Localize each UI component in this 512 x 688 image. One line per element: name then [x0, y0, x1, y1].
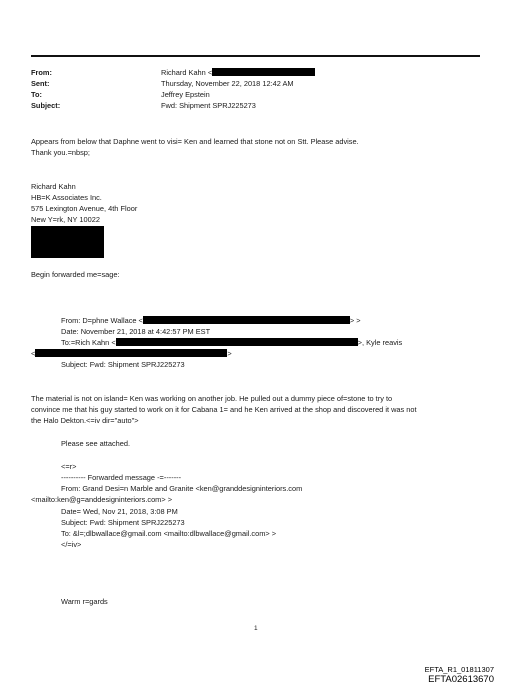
- fwd1-date: Date: November 21, 2018 at 4:42:57 PM EST: [61, 327, 211, 336]
- closing: Warm r=gards: [61, 597, 108, 606]
- sent-value: Thursday, November 22, 2018 12:42 AM: [161, 79, 294, 88]
- redaction-bar: [143, 316, 350, 324]
- subject-label: Subject:: [31, 101, 61, 110]
- fwd1-subject: Subject: Fwd: Shipment SPRJ225273: [61, 360, 185, 369]
- fwd2-to: To: &l=;dlbwallace@gmail.com <mailto:dlbwallace@gmail.com> >: [61, 529, 277, 538]
- message-attached: Please see attached.: [61, 439, 131, 448]
- fwd1-to: To:=Rich Kahn < >, Kyle reavis: [61, 338, 403, 347]
- fwd2-br: <=r>: [61, 462, 77, 471]
- footer-id-2: EFTA02613670: [428, 674, 494, 685]
- sent-label: Sent:: [31, 79, 50, 88]
- message-line-1: The material is not on island= Ken was working on another job. He pulled out a dummy piece of=stone to try to: [31, 394, 393, 403]
- message-line-3: the Halo Dekton.<=iv dir="auto">: [31, 416, 139, 425]
- forward-intro: Begin forwarded me=sage:: [31, 270, 120, 279]
- fwd2-end: </=iv>: [61, 540, 82, 549]
- signature-address: 575 Lexington Avenue, 4th Floor: [31, 204, 138, 213]
- fwd2-date: Date= Wed, Nov 21, 2018, 3:08 PM: [61, 507, 178, 516]
- from-label: From:: [31, 68, 52, 77]
- from-value: Richard Kahn <: [161, 68, 315, 77]
- footer-id-1: EFTA_R1_01811307: [424, 665, 494, 674]
- redaction-bar: [212, 68, 315, 76]
- to-label: To:: [31, 90, 42, 99]
- to-value: Jeffrey Epstein: [161, 90, 210, 99]
- header-rule: [31, 55, 480, 57]
- redaction-bar: [35, 349, 227, 357]
- fwd1-cc: < >: [31, 349, 232, 358]
- body-line-2: Thank you.=nbsp;: [31, 148, 90, 157]
- fwd2-from: From: Grand Desi=n Marble and Granite <ken@granddesigninteriors.com: [61, 484, 303, 493]
- page-number: 1: [254, 625, 258, 632]
- body-line-1: Appears from below that Daphne went to visi= Ken and learned that stone not on Stt. Please advise.: [31, 137, 359, 146]
- fwd2-subject: Subject: Fwd: Shipment SPRJ225273: [61, 518, 185, 527]
- message-line-2: convince me that his guy started to work on it for Cabana 1= and he Ken arrived at the shop and discovered it was not: [31, 405, 417, 414]
- signature-name: Richard Kahn: [31, 182, 76, 191]
- redaction-bar: [116, 338, 358, 346]
- fwd2-header: ---------- Forwarded message -=-------: [61, 473, 182, 482]
- redaction-block: [31, 226, 104, 258]
- fwd2-mailto: <mailto:ken@g=anddesigninteriors.com> >: [31, 495, 173, 504]
- fwd1-from: From: D=phne Wallace < > >: [61, 316, 361, 325]
- subject-value: Fwd: Shipment SPRJ225273: [161, 101, 256, 110]
- signature-company: HB=K Associates Inc.: [31, 193, 102, 202]
- signature-city: New Y=rk, NY 10022: [31, 215, 100, 224]
